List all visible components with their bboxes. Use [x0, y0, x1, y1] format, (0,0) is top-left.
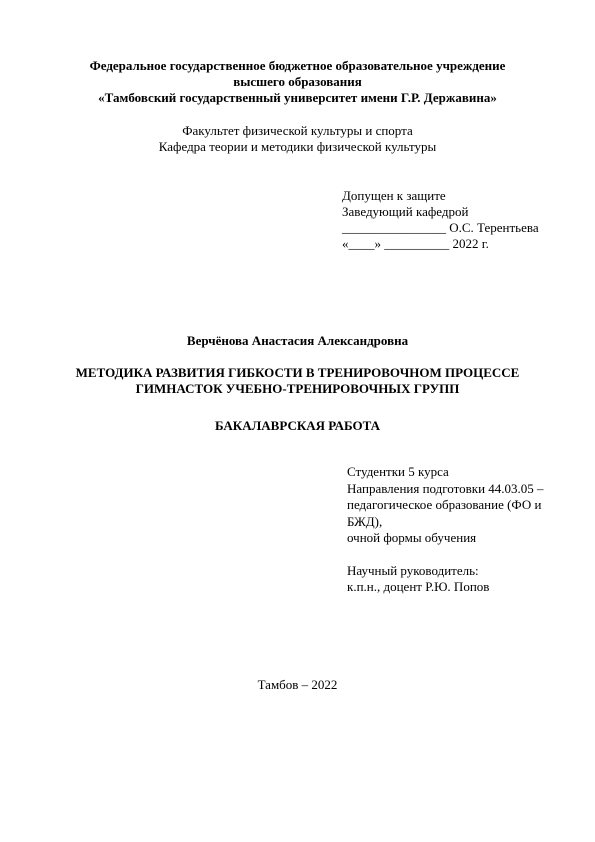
approval-date-line: «____» __________ 2022 г. [342, 236, 489, 251]
thesis-title-line-1: МЕТОДИКА РАЗВИТИЯ ГИБКОСТИ В ТРЕНИРОВОЧНОМ ПРОЦЕССЕ [75, 365, 520, 380]
approval-signature-line: ________________ О.С. Терентьева [342, 220, 539, 235]
student-info-line-3: педагогическое образование (ФО и [347, 497, 542, 512]
department-name: Кафедра теории и методики физической культуры [158, 139, 437, 154]
student-info-line-2: Направления подготовки 44.03.05 – [347, 481, 544, 496]
student-info-line-4: БЖД), [347, 514, 383, 529]
approval-head: Заведующий кафедрой [342, 204, 469, 219]
supervisor-label: Научный руководитель: [347, 563, 479, 578]
institution-name: «Тамбовский государственный университет имени Г.Р. Державина» [98, 90, 497, 105]
institution-line-2: высшего образования [233, 74, 362, 89]
author-name: Верчёнова Анастасия Александровна [186, 333, 409, 348]
footer-city-year: Тамбов – 2022 [257, 677, 338, 692]
student-info-line-1: Студентки 5 курса [347, 464, 449, 479]
approval-admitted: Допущен к защите [342, 188, 446, 203]
supervisor-name: к.п.н., доцент Р.Ю. Попов [347, 579, 490, 594]
work-type: БАКАЛАВРСКАЯ РАБОТА [214, 418, 380, 433]
thesis-title-line-2: ГИМНАСТОК УЧЕБНО-ТРЕНИРОВОЧНЫХ ГРУПП [135, 381, 460, 396]
student-info-line-5: очной формы обучения [347, 530, 477, 545]
faculty-name: Факультет физической культуры и спорта [182, 123, 413, 138]
institution-line-1: Федеральное государственное бюджетное образовательное учреждение [89, 58, 506, 73]
